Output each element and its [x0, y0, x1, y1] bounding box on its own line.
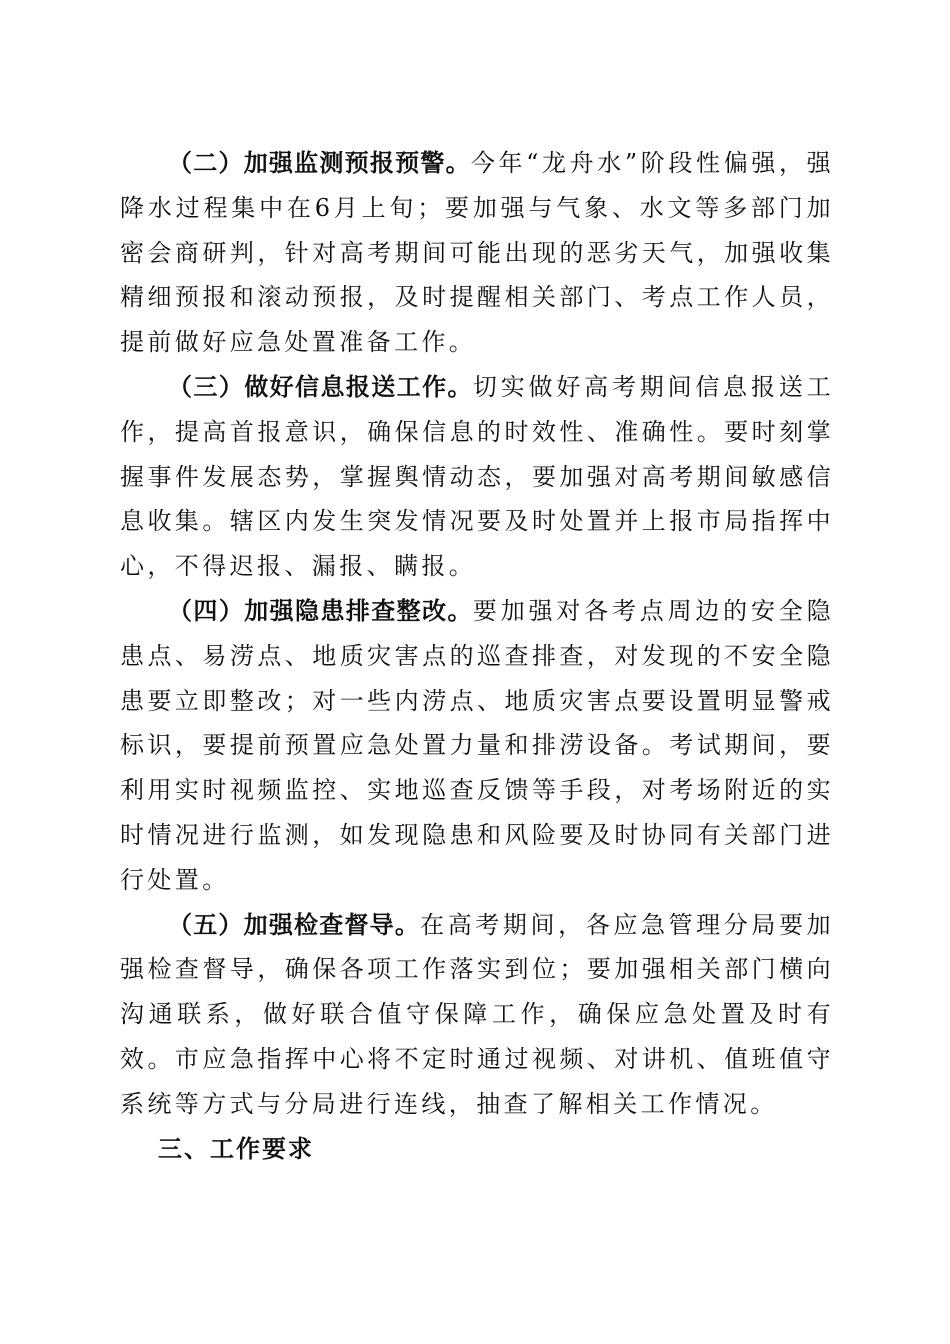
- paragraph-information-reporting: [120, 365, 834, 589]
- paragraph-lead: （五）加强检查督导。: [168, 910, 421, 939]
- paragraph-lead: （三）做好信息报送工作。: [168, 372, 473, 401]
- paragraph-text: 在高考期间，各应急管理分局要加强检查督导，确保各项工作落实到位；要加强相关部门横向沟通联系，做好联合值守保障工作，确保应急处置及时有效。市应急指挥中心将不定时通过视频、对讲机、值班值守系统等方式与分局进行连线，抽查了解相关工作情况。: [120, 910, 835, 1118]
- paragraph-text: 今年“龙舟水”阶段性偏强，强降水过程集中在6月上旬；要加强与气象、水文等多部门加密会商研判，针对高考期间可能出现的恶劣天气，加强收集精细预报和滚动预报，及时提醒相关部门、考点工作人员，提前做好应急处置准备工作。: [120, 149, 834, 357]
- paragraph-lead: （四）加强隐患排查整改。: [168, 596, 473, 625]
- document-body: [120, 141, 834, 1171]
- paragraph-monitoring-forecast: [120, 141, 834, 365]
- paragraph-text: 切实做好高考期间信息报送工作，提高首报意识，确保信息的时效性、准确性。要时刻掌握事件发展态势，掌握舆情动态，要加强对高考期间敏感信息收集。辖区内发生突发情况要及时处置并上报市局指挥中心，不得迟报、漏报、瞒报。: [120, 372, 835, 581]
- paragraph-hazard-inspection: [120, 589, 834, 903]
- paragraph-text: 要加强对各考点周边的安全隐患点、易涝点、地质灾害点的巡查排查，对发现的不安全隐患要立即整改；对一些内涝点、地质灾害点要设置明显警戒标识，要提前预置应急处置力量和排涝设备。考试期间，要利用实时视频监控、实地巡查反馈等手段，对考场附近的实时情况进行监测，如发现隐患和风险要及时协同有关部门进行处置。: [120, 596, 835, 894]
- paragraph-supervision: [120, 903, 834, 1127]
- section-heading: 三、工作要求: [158, 1134, 314, 1163]
- paragraph-lead: （二）加强监测预报预警。: [168, 149, 471, 177]
